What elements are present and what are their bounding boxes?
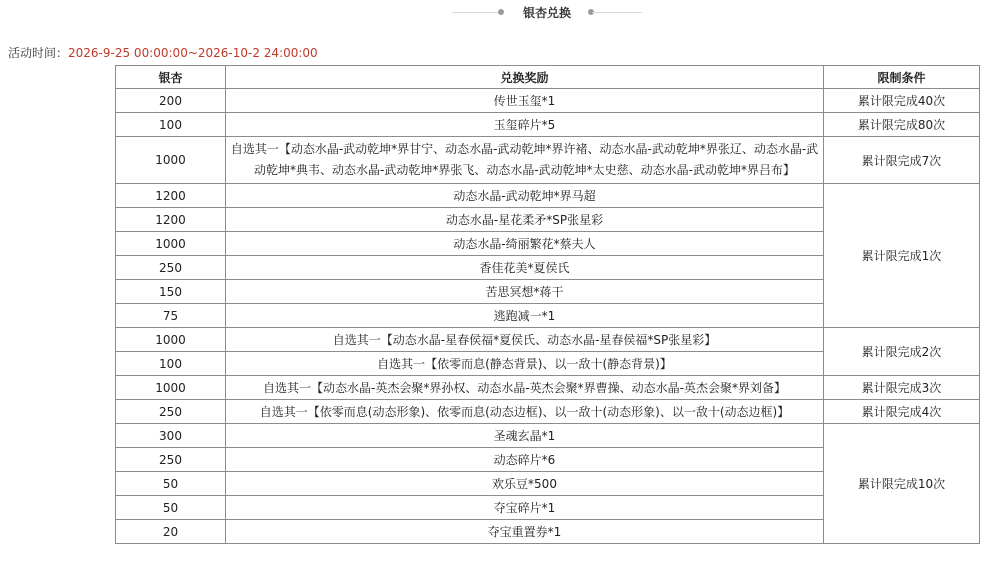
table-row (116, 113, 980, 137)
reward-cell: 自选其一【依零而息(动态形象)、依零而息(动态边框)、以一敌十(动态形象)、以一敌十(动态边框)】 (226, 400, 824, 424)
reward-cell: 动态水晶-武动乾坤*界马超 (226, 184, 824, 208)
cost-cell: 250 (116, 400, 226, 424)
limit-cell: 累计限完成7次 (824, 137, 980, 184)
table-row (116, 376, 980, 400)
reward-cell: 欢乐豆*500 (226, 472, 824, 496)
reward-cell: 夺宝碎片*1 (226, 496, 824, 520)
cost-cell: 1000 (116, 376, 226, 400)
limit-cell: 累计限完成40次 (824, 89, 980, 113)
cost-cell: 1000 (116, 137, 226, 184)
reward-cell: 动态水晶-绮丽繁花*蔡夫人 (226, 232, 824, 256)
reward-cell: 自选其一【动态水晶-星春侯福*夏侯氏、动态水晶-星春侯福*SP张星彩】 (226, 328, 824, 352)
limit-cell: 累计限完成3次 (824, 376, 980, 400)
cost-cell: 20 (116, 520, 226, 544)
cost-cell: 1200 (116, 184, 226, 208)
table-row (116, 424, 980, 448)
cost-cell: 150 (116, 280, 226, 304)
table-row (116, 89, 980, 113)
activity-time (8, 45, 318, 61)
cost-cell: 75 (116, 304, 226, 328)
limit-cell: 累计限完成80次 (824, 113, 980, 137)
limit-cell: 累计限完成10次 (824, 424, 980, 544)
cost-cell: 200 (116, 89, 226, 113)
cost-cell: 50 (116, 496, 226, 520)
section-header (0, 0, 985, 26)
reward-cell: 夺宝重置券*1 (226, 520, 824, 544)
reward-cell: 自选其一【动态水晶-武动乾坤*界甘宁、动态水晶-武动乾坤*界许褚、动态水晶-武动乾坤*界张辽、动态水晶-武动乾坤*典韦、动态水晶-武动乾坤*界张飞、动态水晶-武动乾坤*太史慈、动态水晶-武动乾坤*界吕布】 (226, 137, 824, 184)
exchange-table (115, 65, 980, 544)
table-row (116, 184, 980, 208)
cost-cell: 1200 (116, 208, 226, 232)
cost-cell: 250 (116, 448, 226, 472)
cost-cell: 50 (116, 472, 226, 496)
cost-cell: 300 (116, 424, 226, 448)
header-divider-left (452, 12, 502, 13)
cost-cell: 1000 (116, 232, 226, 256)
reward-cell: 圣魂玄晶*1 (226, 424, 824, 448)
limit-cell: 累计限完成4次 (824, 400, 980, 424)
cost-cell: 100 (116, 352, 226, 376)
reward-cell: 自选其一【依零而息(静态背景)、以一敌十(静态背景)】 (226, 352, 824, 376)
cost-cell: 100 (116, 113, 226, 137)
column-header-reward: 兑换奖励 (226, 66, 824, 89)
activity-time-value: 2026-9-25 00:00:00~2026-10-2 24:00:00 (68, 46, 318, 60)
reward-cell: 传世玉玺*1 (226, 89, 824, 113)
column-header-limit: 限制条件 (824, 66, 980, 89)
reward-cell: 香佳花美*夏侯氏 (226, 256, 824, 280)
cost-cell: 250 (116, 256, 226, 280)
page-title: 银杏兑换 (522, 6, 571, 20)
cost-cell: 1000 (116, 328, 226, 352)
column-header-cost: 银杏 (116, 66, 226, 89)
reward-cell: 自选其一【动态水晶-英杰会聚*界孙权、动态水晶-英杰会聚*界曹操、动态水晶-英杰会聚*界刘备】 (226, 376, 824, 400)
reward-cell: 苦思冥想*蒋干 (226, 280, 824, 304)
limit-cell: 累计限完成1次 (824, 184, 980, 328)
reward-cell: 动态碎片*6 (226, 448, 824, 472)
reward-cell: 玉玺碎片*5 (226, 113, 824, 137)
limit-cell: 累计限完成2次 (824, 328, 980, 376)
table-row (116, 400, 980, 424)
table-row (116, 137, 980, 184)
header-dot-left (498, 9, 504, 15)
activity-time-label: 活动时间： (8, 46, 69, 60)
reward-cell: 动态水晶-星花柔矛*SP张星彩 (226, 208, 824, 232)
table-header-row (116, 66, 980, 89)
reward-cell: 逃跑减一*1 (226, 304, 824, 328)
header-divider-right (592, 12, 642, 13)
table-row (116, 328, 980, 352)
